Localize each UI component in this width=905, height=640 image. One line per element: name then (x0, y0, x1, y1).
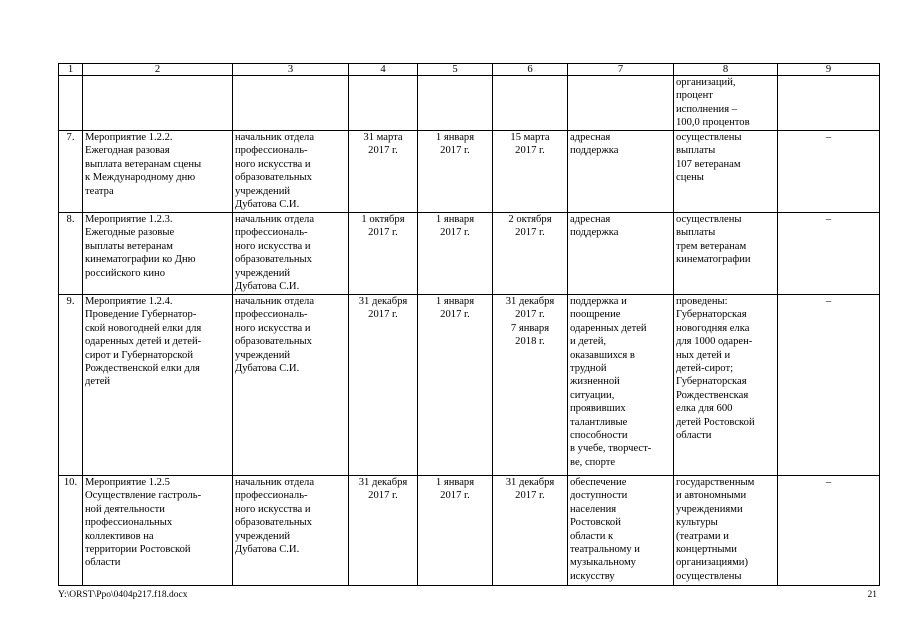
expected-result: обеспечение доступности населения Ростовской области к театральному и музыкальному искусству (568, 476, 674, 586)
responsible-person: начальник отдела профессиональ- ного искусства и образовательных учреждений Дубатова С.И. (233, 476, 349, 586)
col-header: 5 (418, 64, 493, 76)
col-header: 4 (349, 64, 418, 76)
expected-result: адресная поддержка (568, 131, 674, 213)
event-name: Мероприятие 1.2.2. Ежегодная разовая выплата ветеранам сцены к Международному дню театра (83, 131, 233, 213)
planned-date (349, 76, 418, 131)
responsible-person: начальник отдела профессиональ- ного искусства и образовательных учреждений Дубатова С.И. (233, 213, 349, 295)
row-number: 10. (59, 476, 83, 586)
expected-result: адресная поддержка (568, 213, 674, 295)
start-date: 1 января 2017 г. (418, 476, 493, 586)
actual-result: осуществлены выплаты трем ветеранам кинематографии (674, 213, 778, 295)
file-path-footer: Y:\ORST\Ppo\0404p217.f18.docx (58, 590, 188, 600)
row-number: 9. (59, 295, 83, 476)
planned-date: 31 марта 2017 г. (349, 131, 418, 213)
col-header: 6 (493, 64, 568, 76)
col-header: 2 (83, 64, 233, 76)
responsible-person: начальник отдела профессиональ- ного искусства и образовательных учреждений Дубатова С.И. (233, 295, 349, 476)
table-row (59, 76, 880, 131)
expected-result: поддержка и поощрение одаренных детей и детей, оказавшихся в трудной жизненной ситуации, проявивших талантливые способности в учебе, творчест- ве, спорте (568, 295, 674, 476)
event-name: Мероприятие 1.2.3. Ежегодные разовые выплаты ветеранам кинематографии ко Дню российского кино (83, 213, 233, 295)
start-date: 1 января 2017 г. (418, 131, 493, 213)
col-header: 9 (778, 64, 880, 76)
planned-date: 31 декабря 2017 г. (349, 295, 418, 476)
responsible-person (233, 76, 349, 131)
col-header: 7 (568, 64, 674, 76)
actual-result: государственным и автономными учреждениями культуры (театрами и концертными организациями) осуществлены (674, 476, 778, 586)
actual-result: осуществлены выплаты 107 ветеранам сцены (674, 131, 778, 213)
col-header: 8 (674, 64, 778, 76)
remarks: – (778, 295, 880, 476)
actual-result: проведены: Губернаторская новогодняя елка для 1000 одарен- ных детей и детей-сирот; Губернаторская Рождественская елка для 600 детей Ростовской области (674, 295, 778, 476)
start-date (418, 76, 493, 131)
actual-result: организаций, процент исполнения – 100,0 процентов (674, 76, 778, 131)
planned-date: 1 октября 2017 г. (349, 213, 418, 295)
end-date: 2 октября 2017 г. (493, 213, 568, 295)
expected-result (568, 76, 674, 131)
responsible-person: начальник отдела профессиональ- ного искусства и образовательных учреждений Дубатова С.И. (233, 131, 349, 213)
table-row (59, 213, 880, 295)
event-name: Мероприятие 1.2.4. Проведение Губернатор- ской новогодней елки для одаренных детей и детей- сирот и Губернаторской Рождественской елки для детей (83, 295, 233, 476)
col-header: 3 (233, 64, 349, 76)
end-date (493, 76, 568, 131)
row-number: 8. (59, 213, 83, 295)
col-header: 1 (59, 64, 83, 76)
start-date: 1 января 2017 г. (418, 295, 493, 476)
table-row (59, 476, 880, 586)
end-date: 31 декабря 2017 г. 7 января 2018 г. (493, 295, 568, 476)
remarks: – (778, 131, 880, 213)
planned-date: 31 декабря 2017 г. (349, 476, 418, 586)
table-row (59, 295, 880, 476)
remarks: – (778, 213, 880, 295)
remarks (778, 76, 880, 131)
end-date: 31 декабря 2017 г. (493, 476, 568, 586)
table-row (59, 131, 880, 213)
document-table (58, 63, 880, 586)
event-name: Мероприятие 1.2.5 Осуществление гастроль- ной деятельности профессиональных коллективов на территории Ростовской области (83, 476, 233, 586)
start-date: 1 января 2017 г. (418, 213, 493, 295)
row-number: 7. (59, 131, 83, 213)
end-date: 15 марта 2017 г. (493, 131, 568, 213)
remarks: – (778, 476, 880, 586)
row-number (59, 76, 83, 131)
event-name (83, 76, 233, 131)
page-number: 21 (867, 590, 877, 600)
column-number-row (59, 64, 880, 76)
